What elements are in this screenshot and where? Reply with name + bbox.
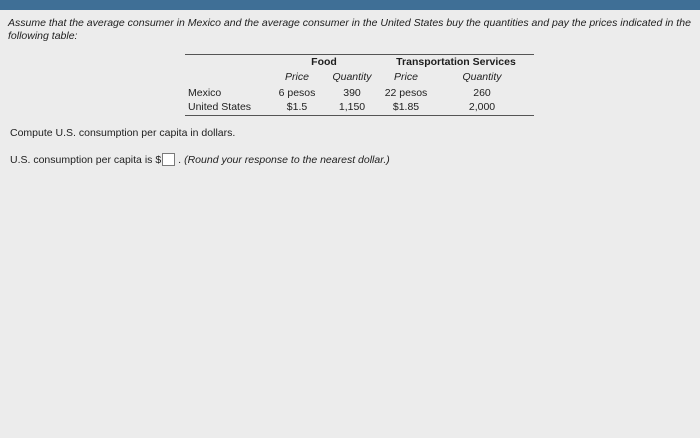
- rounding-hint: (Round your response to the nearest dollar.): [184, 153, 390, 166]
- answer-input[interactable]: [162, 153, 175, 166]
- row-country: United States: [188, 101, 252, 113]
- table-bottom-rule: [185, 115, 534, 116]
- row-country: Mexico: [188, 87, 222, 99]
- subheader-transport-price: Price: [394, 71, 418, 83]
- row-food-quantity: 1,150: [338, 101, 366, 113]
- row-transport-quantity: 2,000: [468, 101, 496, 113]
- row-food-quantity: 390: [343, 87, 361, 99]
- answer-prefix: U.S. consumption per capita is $: [10, 153, 162, 166]
- header-food: Food: [311, 56, 337, 68]
- row-transport-price: 22 pesos: [384, 87, 428, 99]
- row-food-price: 6 pesos: [278, 87, 316, 99]
- top-bar: [0, 0, 700, 10]
- row-transport-price: $1.85: [392, 101, 420, 113]
- data-table: [185, 50, 534, 116]
- row-transport-quantity: 260: [473, 87, 491, 99]
- table-top-rule: [185, 54, 534, 55]
- row-food-price: $1.5: [286, 101, 308, 113]
- subheader-food-quantity: Quantity: [332, 71, 372, 83]
- answer-line: [10, 153, 390, 166]
- answer-suffix: .: [178, 153, 182, 166]
- question-prompt: Assume that the average consumer in Mexico and the average consumer in the United States buy the quantities and pay the prices indicated in the following table:: [8, 17, 691, 42]
- question-text: Compute U.S. consumption per capita in dollars.: [10, 127, 236, 139]
- header-transportation: Transportation Services: [396, 56, 516, 68]
- subheader-food-price: Price: [285, 71, 309, 83]
- subheader-transport-quantity: Quantity: [462, 71, 502, 83]
